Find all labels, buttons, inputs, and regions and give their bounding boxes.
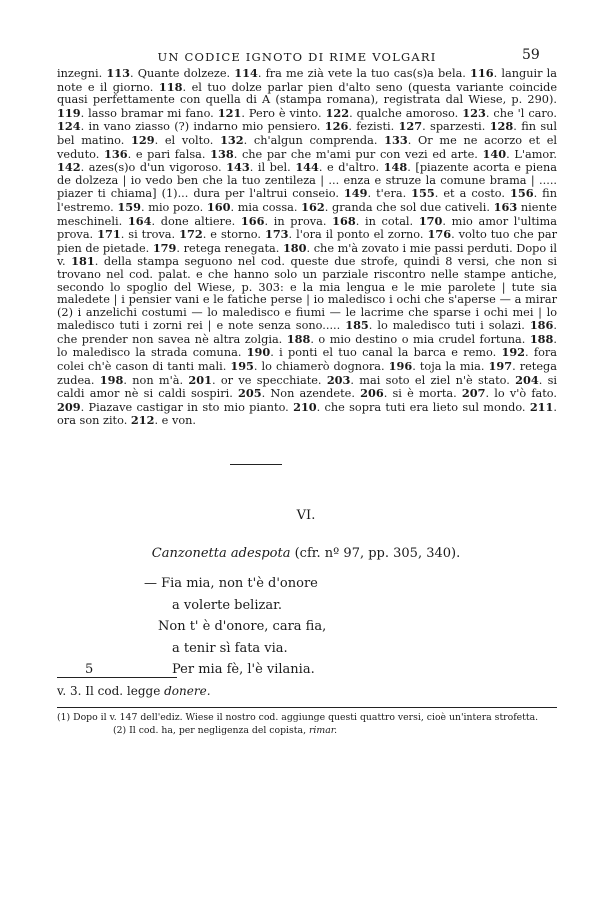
verse-number: 159 xyxy=(117,199,141,214)
apparatus-text: . or ve specchiate. xyxy=(211,373,327,387)
apparatus-text: . l'ora il ponto el zorno. xyxy=(288,228,428,242)
verse-number: 119 xyxy=(57,105,81,120)
verse-number: 121 xyxy=(217,105,242,120)
apparatus-text: . in vano ziasso (?) indarno mio pensiero. xyxy=(80,120,325,134)
verse-number: 170 xyxy=(418,213,443,228)
verse-number: 142 xyxy=(57,160,81,175)
apparatus-text: . et a costo. xyxy=(434,187,510,201)
apparatus-text: . ora son zito. xyxy=(57,400,557,428)
verse-number: 198 xyxy=(99,372,124,387)
verse-number: 126 xyxy=(324,119,349,134)
verse-number: 123 xyxy=(462,105,486,120)
apparatus-text: . Piazave castigar in sto mio pianto. xyxy=(80,400,294,414)
variant-note-reading: donere. xyxy=(164,684,211,698)
verse-number: 138 xyxy=(210,146,234,161)
apparatus-text: . che sopra tuti era lieto sul mondo. xyxy=(316,400,530,414)
verse-number: 140 xyxy=(482,146,507,161)
apparatus-text: . fora colei ch'è cason di tanti mali. xyxy=(57,346,558,374)
apparatus-text: . mio amor l'ultima prova. xyxy=(57,214,557,242)
verse-number: 207 xyxy=(461,386,486,401)
verse-number: 143 xyxy=(226,160,250,175)
verse-number: 211 xyxy=(529,399,554,414)
apparatus-text: . volto tuo che par pien de pietade. xyxy=(57,228,558,255)
verse-number: 136 xyxy=(103,146,128,161)
apparatus-text: . retega renegata. xyxy=(176,241,283,255)
apparatus-text: . lo maledisco tuti i solazi. xyxy=(368,319,530,333)
section-title-italic: Canzonetta adespota xyxy=(151,546,291,561)
verse-number: 192 xyxy=(501,345,526,360)
apparatus-text: niente meschineli. xyxy=(57,200,557,228)
verse-number: 171 xyxy=(97,227,121,242)
apparatus-text: . si caldi amor nè si caldi sospiri. xyxy=(57,373,558,401)
apparatus-text: . che 'l caro. xyxy=(485,106,557,120)
apparatus-text: . fin sul bel matino. xyxy=(57,120,558,147)
apparatus-text: . mia cossa. xyxy=(230,200,302,214)
verse-number: 212 xyxy=(130,413,155,428)
page-number: 59 xyxy=(522,47,540,63)
apparatus-text: . Pero è vinto. xyxy=(241,106,326,120)
section-divider xyxy=(230,464,282,465)
poem-line-number: 5 xyxy=(85,662,94,677)
verse-number: 188 xyxy=(529,331,554,346)
verse-number: 209 xyxy=(57,399,81,414)
verse-number: 190 xyxy=(246,345,271,360)
verse-number: 188 xyxy=(286,331,311,346)
variant-note-text: v. 3. Il cod. legge xyxy=(57,684,165,698)
section-title xyxy=(0,546,612,561)
footnote-rule xyxy=(57,707,557,708)
apparatus-text: . e d'altro. xyxy=(318,161,384,175)
apparatus-text: . el tuo dolze parlar pien d'alto seno (questa variante coincide quasi perfettamente con quella di A (stampa romana), registrata dal Wiese, p. 290). xyxy=(57,80,558,107)
verse-number: 160 xyxy=(206,199,231,214)
verse-number: 186 xyxy=(529,318,554,333)
verse-number: 172 xyxy=(179,227,203,242)
footnote-2-text: (2) Il cod. ha, per negligenza del copista, xyxy=(113,724,309,736)
apparatus-text: . non m'à. xyxy=(123,373,189,387)
apparatus-text: . i ponti el tuo canal la barca e remo. xyxy=(270,346,502,360)
verse-number: 129 xyxy=(130,132,155,147)
running-head: UN CODICE IGNOTO DI RIME VOLGARI xyxy=(157,50,437,64)
verse-number: 127 xyxy=(398,119,423,134)
apparatus-text: . fra me zià vete la tuo cas(s)a bela. xyxy=(257,67,471,80)
verse-number: 132 xyxy=(220,132,244,147)
verse-number: 205 xyxy=(238,386,262,401)
apparatus-text: . sparzesti. xyxy=(422,120,490,134)
apparatus-text: . della stampa seguono nel cod. queste due strofe, quindi 8 versi, che non si trovano nel cod. palat. e che hanno solo un parziale riscontro nelle stampe antiche, secondo lo spoglio del Wiese, p. 303: e la mia lengua e le mie parolete | tute sia maledete | i pensier vani e le fatiche perse | io maledisco i ochi che s'aperse — a mirar (2) i anzelichi costumi — lo maledisco e fiumi — le lacrime che sparse i ochi mei | lo maledisco tuti i zorni rei | e note senza sono..... xyxy=(57,255,557,333)
verse-number: 149 xyxy=(343,186,368,201)
verse-number: 204 xyxy=(515,372,539,387)
apparatus-text: . Non azendete. xyxy=(261,387,361,401)
verse-number: 176 xyxy=(427,227,452,242)
apparatus-text: . che prender non savea nè altra zolgia. xyxy=(57,319,557,346)
apparatus-text: . o mio destino o mia crudel fortuna. xyxy=(310,332,530,346)
verse-number: 155 xyxy=(411,186,435,201)
verse-number: 113 xyxy=(106,66,130,80)
verse-number: 166 xyxy=(240,213,265,228)
apparatus-text: inzegni. xyxy=(57,67,107,80)
footnote-1: (1) Dopo il v. 147 dell'ediz. Wiese il nostro cod. aggiunge questi quattro versi, cioè un'intera strofetta. xyxy=(57,712,539,723)
apparatus-text: . fin l'estremo. xyxy=(57,187,557,214)
verse-number: 203 xyxy=(326,372,351,387)
verse-number: 133 xyxy=(384,132,408,147)
apparatus-text: . che m'à zovato i mie passi perduti. Dopo il v. xyxy=(57,241,557,269)
verse-number: 173 xyxy=(264,227,289,242)
apparatus-text: . granda che sol due cativeli. xyxy=(324,200,494,214)
poem-line-3: Non t' è d'onore, cara fia, xyxy=(158,619,327,634)
apparatus-text: . che par che m'ami pur con vezi ed arte. xyxy=(233,147,483,161)
verse-number: 179 xyxy=(152,240,177,255)
apparatus-text: . e von. xyxy=(154,414,196,428)
apparatus-text: . t'era. xyxy=(367,187,412,201)
apparatus-text: . qualche amoroso. xyxy=(349,106,463,120)
critical-apparatus-paragraph xyxy=(57,67,557,428)
verse-number: 156 xyxy=(509,186,534,201)
apparatus-text: . L'amor. xyxy=(506,147,557,161)
variant-note xyxy=(57,684,211,698)
poem-line-2: a volerte belizar. xyxy=(172,598,283,613)
apparatus-text: . in prova. xyxy=(264,214,333,228)
verse-number: 116 xyxy=(470,66,494,80)
verse-number: 196 xyxy=(388,359,413,374)
verse-number: 144 xyxy=(295,160,319,175)
verse-number: 124 xyxy=(57,119,81,134)
verse-number: 164 xyxy=(127,213,152,228)
apparatus-text: . Or me ne acorzo et el veduto. xyxy=(57,133,557,161)
apparatus-text: . [piazente acorta e piena de dolzeza | io vedo ben che la tuo zentileza | ... enza e struze la comune brama | ..... piazer ti chiama] (1)... dura per l'altrui conseio. xyxy=(57,161,557,201)
apparatus-text: . si è morta. xyxy=(383,387,462,401)
verse-number: 197 xyxy=(488,359,513,374)
section-title-reference: (cfr. nº 97, pp. 305, 340). xyxy=(290,546,461,561)
verse-number: 122 xyxy=(325,105,350,120)
apparatus-text: . lasso bramar mi fano. xyxy=(80,106,218,120)
verse-number: 206 xyxy=(360,386,384,401)
verse-number: 180 xyxy=(282,240,307,255)
verse-number: 162 xyxy=(301,199,325,214)
apparatus-text: . lo chiamerò dognora. xyxy=(253,360,389,374)
verse-number: 181 xyxy=(71,254,95,269)
footnote-2 xyxy=(57,725,557,738)
apparatus-text: . toja la mia. xyxy=(412,360,489,374)
apparatus-text: . lo maledisco la strada comuna. xyxy=(57,332,557,360)
verse-number: 195 xyxy=(230,359,254,374)
apparatus-text: . Quante dolzeze. xyxy=(129,67,235,80)
poem-line-5: Per mia fè, l'è vilania. xyxy=(172,662,315,677)
verse-number: 168 xyxy=(332,213,356,228)
verse-number: 118 xyxy=(158,79,183,94)
apparatus-text: . lo v'ò fato. xyxy=(485,387,557,401)
apparatus-text: . ch'algun comprenda. xyxy=(243,133,385,147)
poem-line-4: a tenir sì fata via. xyxy=(172,641,288,656)
verse-number: 163 xyxy=(493,199,518,214)
section-number: VI. xyxy=(296,508,316,523)
apparatus-text: . azes(s)o d'un vigoroso. xyxy=(80,161,227,175)
variant-note-rule xyxy=(57,677,177,678)
verse-number: 210 xyxy=(293,399,317,414)
apparatus-text: . e pari falsa. xyxy=(127,147,211,161)
verse-number: 128 xyxy=(489,119,514,134)
apparatus-text: . languir la note e il giorno. xyxy=(57,67,557,94)
verse-number: 148 xyxy=(383,160,408,175)
apparatus-text: . el volto. xyxy=(154,133,221,147)
apparatus-text: . fezisti. xyxy=(348,120,399,134)
poem-line-1: — Fia mia, non t'è d'onore xyxy=(144,576,318,591)
verse-number: 201 xyxy=(188,372,212,387)
footnote-2-word: rimar. xyxy=(308,724,338,736)
apparatus-text: . retega zudea. xyxy=(57,360,557,387)
apparatus-text: . done altiere. xyxy=(151,214,241,228)
apparatus-text: . il bel. xyxy=(249,161,296,175)
apparatus-text: . mio pozo. xyxy=(140,200,207,214)
apparatus-text: . mai soto el ziel n'è stato. xyxy=(350,373,516,387)
verse-number: 185 xyxy=(345,318,369,333)
apparatus-text: . si trova. xyxy=(120,228,180,242)
verse-number: 114 xyxy=(234,66,258,80)
apparatus-text: . e storno. xyxy=(202,228,265,242)
apparatus-text: . in cotal. xyxy=(355,214,419,228)
footnotes xyxy=(57,712,557,737)
